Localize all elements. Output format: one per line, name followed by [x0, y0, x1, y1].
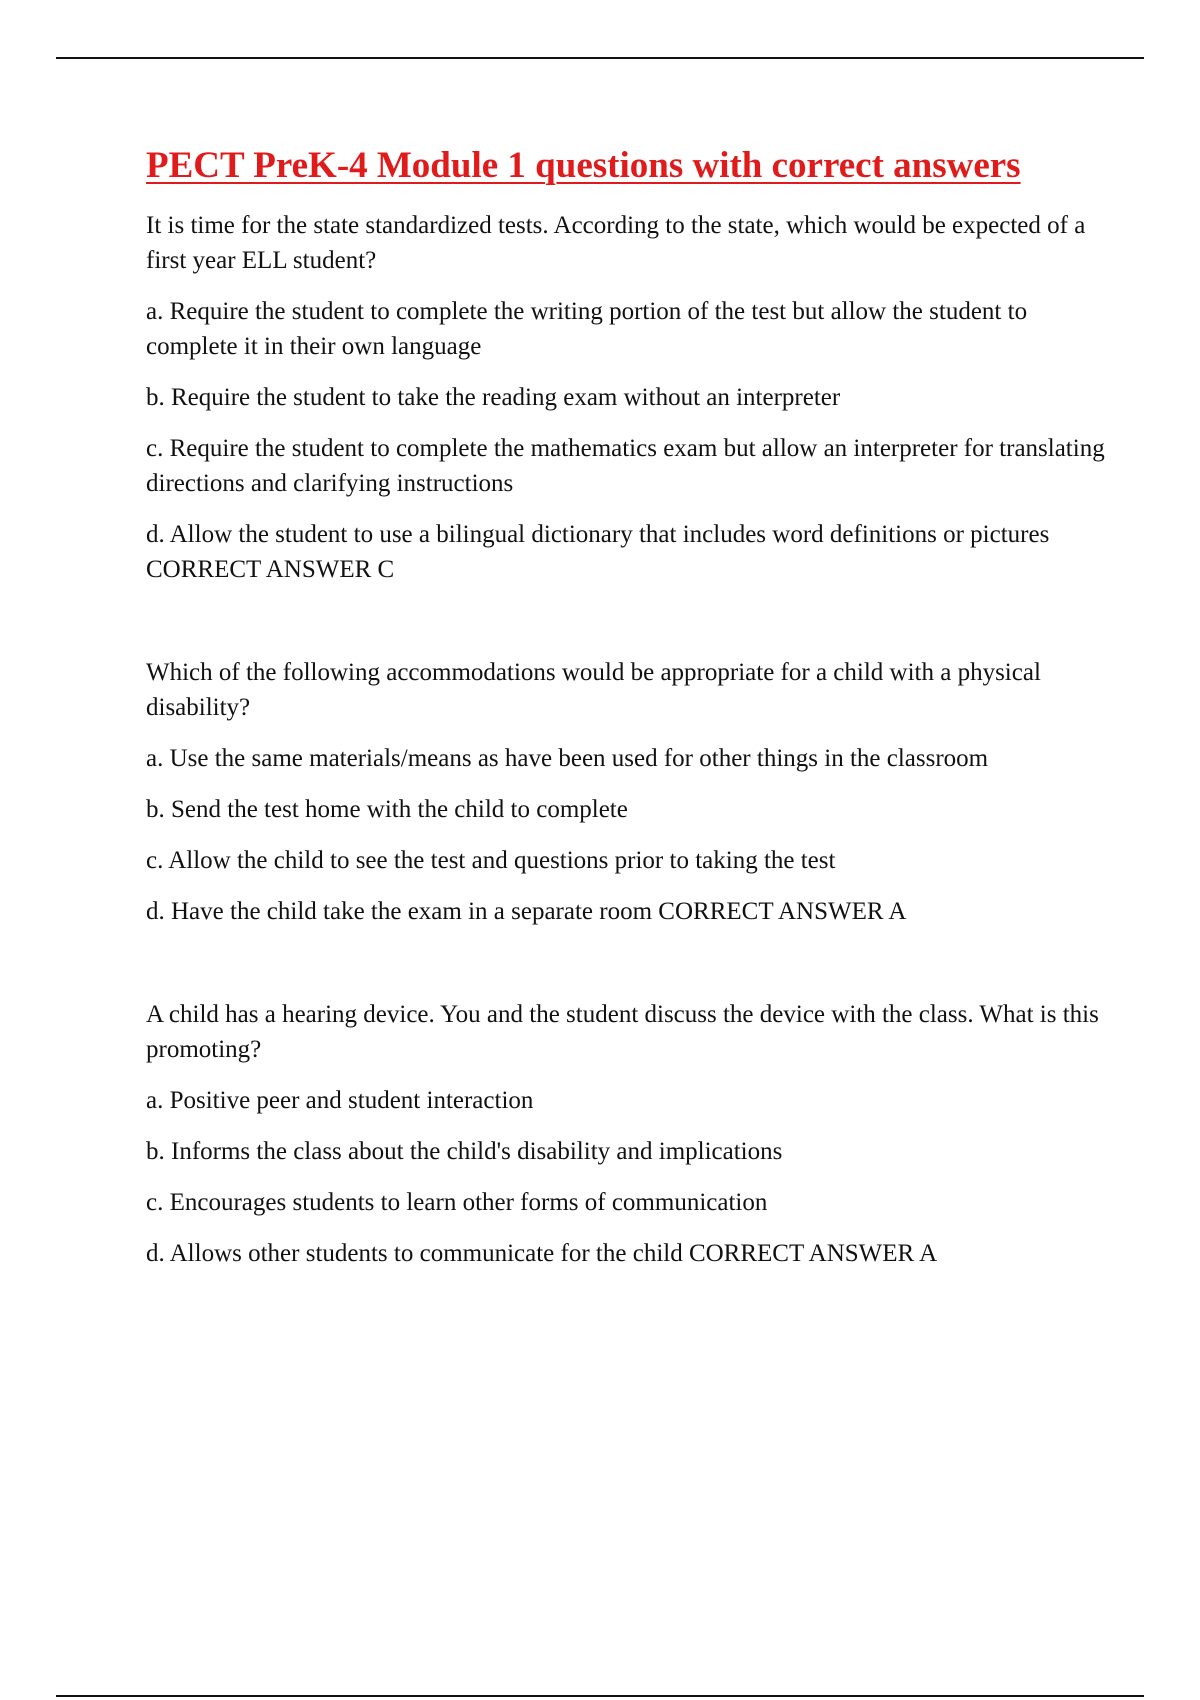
question-text: A child has a hearing device. You and the student discuss the device with the class. What is this promoting? [146, 1001, 1099, 1063]
footer-rule [56, 1695, 1144, 1697]
question-text: Which of the following accommodations would be appropriate for a child with a physical disability? [146, 659, 1041, 721]
question-block-3 [146, 997, 1106, 1271]
answer-option-a: a. Use the same materials/means as have been used for other things in the classroom [146, 745, 989, 772]
answer-option-d: d. Allow the student to use a bilingual dictionary that includes word definitions or pictures CORRECT ANSWER C [146, 521, 1050, 583]
question-block-2 [146, 655, 1106, 929]
answer-option-c: c. Require the student to complete the mathematics exam but allow an interpreter for translating directions and clarifying instructions [146, 435, 1105, 497]
answer-option-b: b. Send the test home with the child to complete [146, 796, 628, 823]
document-title: PECT PreK-4 Module 1 questions with correct answers [146, 145, 1021, 186]
document-body [146, 140, 1106, 1271]
header-rule [56, 57, 1144, 59]
answer-option-c: c. Allow the child to see the test and questions prior to taking the test [146, 847, 836, 874]
answer-option-a: a. Positive peer and student interaction [146, 1087, 534, 1114]
answer-option-c: c. Encourages students to learn other forms of communication [146, 1189, 768, 1216]
answer-option-b: b. Require the student to take the reading exam without an interpreter [146, 384, 841, 411]
answer-option-d: d. Have the child take the exam in a separate room CORRECT ANSWER A [146, 898, 907, 925]
question-block-1 [146, 208, 1106, 587]
answer-option-a: a. Require the student to complete the writing portion of the test but allow the student to complete it in their own language [146, 298, 1028, 360]
answer-option-d: d. Allows other students to communicate for the child CORRECT ANSWER A [146, 1240, 938, 1267]
answer-option-b: b. Informs the class about the child's disability and implications [146, 1138, 783, 1165]
question-text: It is time for the state standardized tests. According to the state, which would be expected of a first year ELL student? [146, 212, 1086, 274]
